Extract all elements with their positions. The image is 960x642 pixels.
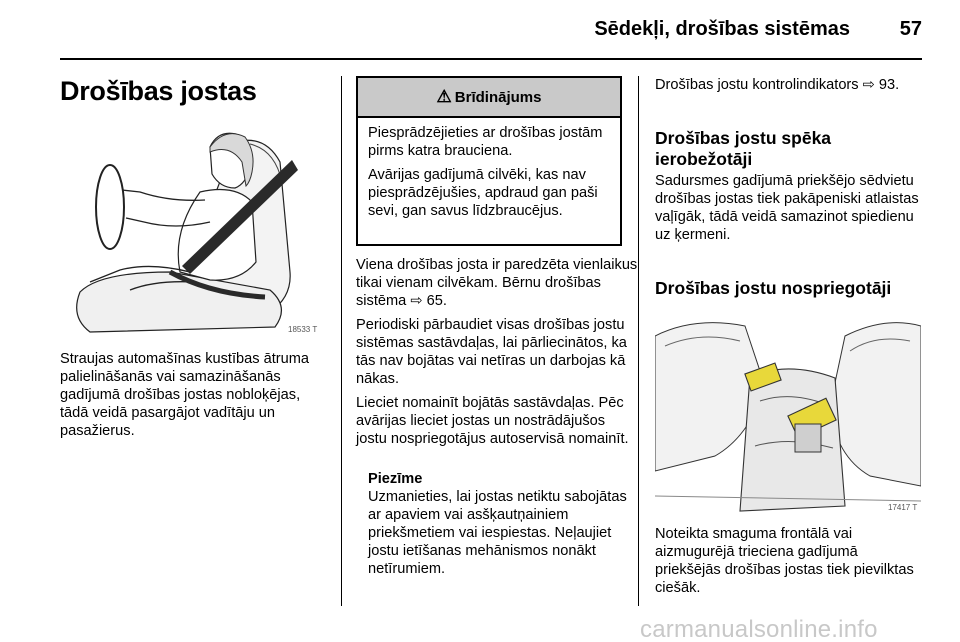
running-header-title: Sēdekļi, drošības sistēmas: [594, 18, 850, 40]
warning-triangle-icon: ⚠: [436, 87, 452, 106]
column-divider-left: [341, 76, 342, 606]
left-paragraph-text: Straujas automašīnas kustības ātruma palielināšanās vai samazināšanās gadījumā drošības jostas nobloķējas, tādā veidā pasargājot vadītāju un pasažierus.: [60, 351, 310, 439]
seatbelt-buckle-drawing: [655, 306, 921, 514]
warning-body: [358, 118, 620, 232]
warning-title: Brīdinājums: [454, 88, 542, 106]
warning-paragraph-1: Piesprādzējieties ar drošības jostām pirms katra brauciena.: [368, 125, 603, 159]
note-label: Piezīme: [368, 471, 423, 487]
right-intro: [655, 76, 925, 100]
warning-header: [358, 78, 620, 118]
seatbelt-driver-drawing: [60, 122, 322, 334]
left-paragraph: [60, 350, 330, 446]
middle-paragraph-2: Periodiski pārbaudiet visas drošības jostu sistēmas sastāvdaļas, lai pārliecinātos, ka tās nav bojātas vai netīras un darbojas kā nākas.: [356, 317, 627, 387]
column-divider-right: [638, 76, 639, 606]
section-title: Drošības jostas: [60, 76, 257, 106]
figure-code-right: 17417 T: [888, 503, 918, 512]
header-rule: [60, 58, 922, 60]
note-block: [368, 470, 628, 578]
heading-pretensioners: Drošības jostu nospriegotāji: [655, 278, 892, 298]
right-paragraph-2: [655, 525, 925, 603]
seatbelt-driver-illustration: [60, 122, 322, 334]
right-paragraph-1-text: Sadursmes gadījumā priekšējo sēdvietu drošības jostas tiek pakāpeniski atlaistas vaļīgāk, tādā veidā samazinot spiedienu uz ķermeni.: [655, 173, 919, 243]
middle-text: [356, 256, 638, 454]
heading-force-limiters: Drošības jostu spēka ierobežotāji: [655, 128, 832, 169]
right-paragraph-1: [655, 172, 925, 250]
right-paragraph-2-text: Noteikta smaguma frontālā vai aizmugurējā trieciena gadījumā priekšējās drošības jostas tiek pievilktas ciešāk.: [655, 526, 914, 596]
warning-box: [356, 76, 622, 246]
watermark: carmanualsonline.info: [640, 616, 878, 642]
note-text: Uzmanieties, lai jostas netiktu sabojātas ar apaviem vai asšķautņainiem priekšmetiem vai iespiestas. Neļaujiet jostu ietīšanas mehānismos nonākt netīrumiem.: [368, 489, 627, 577]
middle-paragraph-1: Viena drošības josta ir paredzēta vienlaikus tikai vienam cilvēkam. Bērnu drošības sistēma ⇨ 65.: [356, 257, 638, 309]
figure-code-left: 18533 T: [288, 325, 318, 334]
warning-paragraph-2: Avārijas gadījumā cilvēki, kas nav piesprādzējušies, apdraud gan paši sevi, gan savus līdzbraucējus.: [368, 167, 598, 219]
middle-paragraph-3: Lieciet nomainīt bojātās sastāvdaļas. Pēc avārijas lieciet jostas un nostrādājušos jostu nospriegotājus autoservisā nomainīt.: [356, 395, 629, 447]
right-intro-text: Drošības jostu kontrolindikators ⇨ 93.: [655, 77, 900, 93]
page-number: 57: [899, 18, 922, 40]
seatbelt-buckle-illustration: [655, 306, 921, 514]
